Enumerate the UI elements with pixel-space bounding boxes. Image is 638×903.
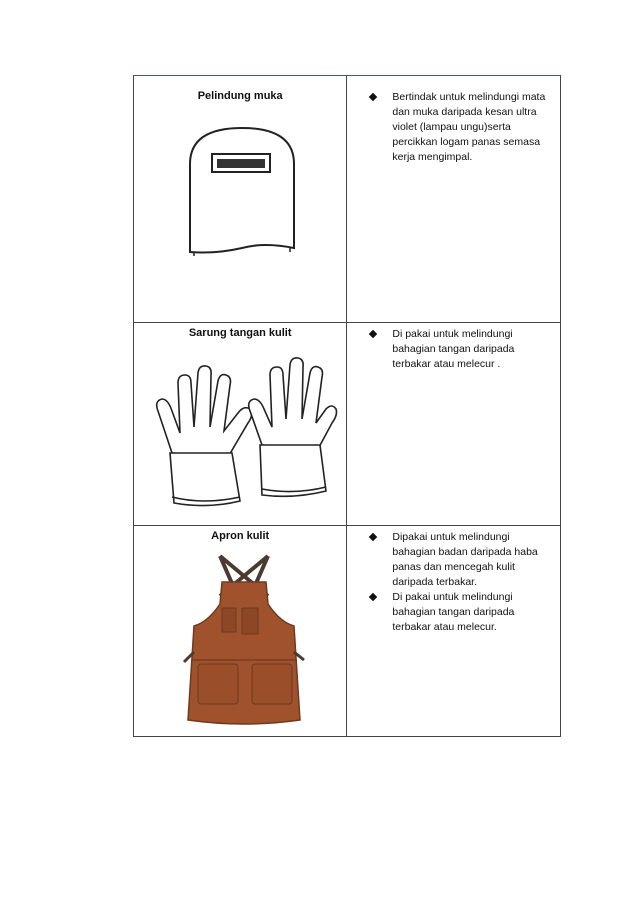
item-cell — [134, 76, 347, 323]
list-item — [347, 530, 548, 590]
description-cell — [347, 526, 561, 737]
item-title: Sarung tangan kulit — [188, 327, 292, 339]
diamond-bullet-icon — [369, 93, 377, 101]
description-cell — [347, 323, 561, 526]
description-list — [347, 327, 560, 372]
item-cell — [134, 526, 347, 737]
description-text: Di pakai untuk melindungi bahagian tangan daripada terbakar atau melecur. — [392, 591, 515, 633]
table-row — [134, 76, 561, 323]
description-list — [347, 90, 560, 165]
item-cell — [134, 323, 347, 526]
table-row — [134, 526, 561, 737]
description-text: Dipakai untuk melindungi bahagian badan daripada haba panas dan mencegah kulit daripada terbakar. — [392, 531, 538, 588]
list-item — [347, 327, 548, 372]
description-text: Di pakai untuk melindungi bahagian tangan daripada terbakar atau melecur . — [392, 328, 515, 370]
description-text: Bertindak untuk melindungi mata dan muka daripada kesan ultra violet (lampau ungu)serta percikkan logam panas semasa kerja mengimpal. — [392, 91, 546, 163]
list-item — [347, 590, 548, 635]
ppe-table — [133, 75, 561, 737]
leather-apron-icon — [182, 552, 306, 728]
item-title: Pelindung muka — [197, 90, 283, 102]
list-item — [347, 90, 548, 165]
welding-face-shield-icon — [184, 124, 304, 264]
diamond-bullet-icon — [369, 533, 377, 541]
description-list — [347, 530, 560, 635]
item-title: Apron kulit — [211, 530, 270, 542]
description-cell — [347, 76, 561, 323]
leather-gloves-icon — [148, 353, 338, 523]
diamond-bullet-icon — [369, 330, 377, 338]
diamond-bullet-icon — [369, 593, 377, 601]
table-row — [134, 323, 561, 526]
